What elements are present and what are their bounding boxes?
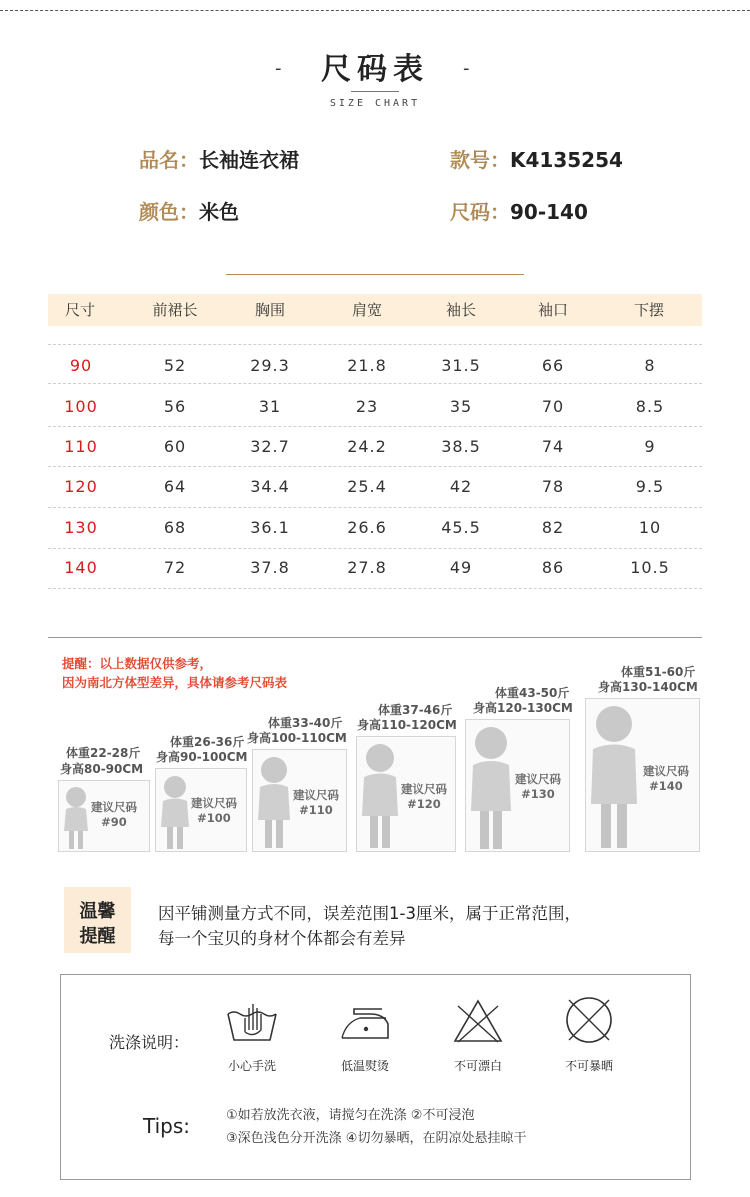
row-divider <box>48 344 702 345</box>
product-code-key: 款号： <box>450 148 510 172</box>
top-dashed-divider <box>0 10 750 11</box>
cell-cuff: 70 <box>541 397 565 416</box>
cell-chest: 29.3 <box>250 356 290 375</box>
care-label-low-iron: 低温熨烫 <box>340 1059 390 1073</box>
cell-hem: 9 <box>644 437 656 456</box>
product-name-value: 长袖连衣裙 <box>199 148 299 172</box>
badge-line-1: 温馨 <box>79 901 116 922</box>
cell-shoulder: 24.2 <box>347 437 387 456</box>
figure-6-suggest <box>636 764 696 794</box>
product-color-row <box>139 196 239 225</box>
figure-5-suggest-label: 建议尺码 <box>515 772 561 786</box>
cell-size: 110 <box>64 437 98 456</box>
header-hem: 下摆 <box>633 301 665 319</box>
figure-1-suggest-label: 建议尺码 <box>91 800 137 814</box>
cell-chest: 32.7 <box>250 437 290 456</box>
cell-shoulder: 21.8 <box>347 356 387 375</box>
figure-4-size: #120 <box>407 797 441 811</box>
cell-size: 130 <box>64 518 98 537</box>
child-silhouette-icon <box>588 702 640 850</box>
badge-line-2: 提醒 <box>79 926 116 947</box>
product-name-key: 品名： <box>139 148 199 172</box>
cell-cuff: 82 <box>541 518 565 537</box>
page-title: 尺码表 <box>321 52 429 87</box>
figure-5-weight: 体重43-50斤 <box>495 686 570 700</box>
cell-sleeve-length: 42 <box>449 477 473 496</box>
figure-4-height: 身高110-120CM <box>357 718 457 732</box>
cell-chest: 31 <box>258 397 282 416</box>
cell-chest: 34.4 <box>250 477 290 496</box>
figure-1-size: #90 <box>101 815 127 829</box>
tips-label: Tips: <box>143 1114 191 1138</box>
figure-3-height: 身高100-110CM <box>247 731 347 745</box>
figure-1-weight: 体重22-28斤 <box>66 746 141 760</box>
hand-wash-icon <box>225 1000 279 1044</box>
cell-sleeve-length: 49 <box>449 558 473 577</box>
size-table-header <box>48 294 702 326</box>
care-label-no-bleach: 不可漂白 <box>453 1059 503 1073</box>
cell-size: 140 <box>64 558 98 577</box>
cell-front-length: 60 <box>163 437 187 456</box>
cell-hem: 9.5 <box>635 477 665 496</box>
figure-1-suggest <box>86 800 142 830</box>
row-divider <box>48 426 702 427</box>
product-size-row <box>450 196 588 225</box>
cell-size: 100 <box>64 397 98 416</box>
product-color-value: 米色 <box>199 200 239 224</box>
figure-5-height: 身高120-130CM <box>473 701 573 715</box>
figure-5-suggest <box>508 772 568 802</box>
cell-chest: 36.1 <box>250 518 290 537</box>
reminder-line-2: 每一个宝贝的身材个体都会有差异 <box>158 929 406 948</box>
no-bleach-icon <box>452 998 504 1044</box>
product-code-value: K4135254 <box>510 148 623 172</box>
figure-2-size: #100 <box>197 811 231 825</box>
cell-shoulder: 25.4 <box>347 477 387 496</box>
page-subtitle: SIZE CHART <box>329 98 421 109</box>
notice-line-1: 提醒：以上数据仅供参考， <box>62 656 213 671</box>
cell-shoulder: 27.8 <box>347 558 387 577</box>
figure-3-weight: 体重33-40斤 <box>268 716 343 730</box>
cell-front-length: 52 <box>163 356 187 375</box>
title-underline <box>351 91 399 92</box>
cell-sleeve-length: 38.5 <box>441 437 481 456</box>
row-divider <box>48 507 702 508</box>
product-size-value: 90-140 <box>510 200 588 224</box>
cell-chest: 37.8 <box>250 558 290 577</box>
cell-cuff: 78 <box>541 477 565 496</box>
figure-3-suggest-label: 建议尺码 <box>293 788 339 802</box>
title-dash-left: - <box>275 58 282 79</box>
header-front-length: 前裙长 <box>152 301 198 319</box>
product-code-row <box>450 144 623 173</box>
figures-top-divider <box>48 637 702 638</box>
notice-line-2: 因为南北方体型差异，具体请参考尺码表 <box>62 675 288 690</box>
cell-sleeve-length: 45.5 <box>441 518 481 537</box>
cell-hem: 8.5 <box>635 397 665 416</box>
care-label-no-sun: 不可暴晒 <box>564 1059 614 1073</box>
product-name-row <box>139 144 299 173</box>
figure-4-suggest-label: 建议尺码 <box>401 782 447 796</box>
warm-reminder-badge <box>64 887 131 953</box>
figure-5-size: #130 <box>521 787 555 801</box>
cell-size: 120 <box>64 477 98 496</box>
product-color-key: 颜色： <box>139 200 199 224</box>
cell-size: 90 <box>69 356 93 375</box>
cell-cuff: 74 <box>541 437 565 456</box>
title-dash-right: - <box>463 58 470 79</box>
figure-4-suggest <box>394 782 454 812</box>
cell-front-length: 56 <box>163 397 187 416</box>
figure-6-suggest-label: 建议尺码 <box>643 764 689 778</box>
figure-3-size: #110 <box>299 803 333 817</box>
notice-text <box>62 654 287 692</box>
cell-cuff: 86 <box>541 558 565 577</box>
care-title: 洗涤说明： <box>109 1033 190 1052</box>
cell-shoulder: 23 <box>355 397 379 416</box>
row-divider <box>48 548 702 549</box>
header-size: 尺寸 <box>64 301 96 319</box>
care-label-hand-wash: 小心手洗 <box>227 1059 277 1073</box>
row-divider <box>48 383 702 384</box>
figure-2-height: 身高90-100CM <box>156 750 248 764</box>
figure-2-suggest <box>184 796 244 826</box>
cell-front-length: 72 <box>163 558 187 577</box>
size-chart-title-block <box>0 44 750 88</box>
cell-hem: 10.5 <box>630 558 670 577</box>
header-shoulder: 肩宽 <box>351 301 383 319</box>
reminder-line-1: 因平铺测量方式不同，误差范围1-3厘米，属于正常范围， <box>158 904 581 923</box>
cell-hem: 10 <box>638 518 662 537</box>
row-divider <box>48 588 702 589</box>
cell-front-length: 64 <box>163 477 187 496</box>
figure-4-weight: 体重37-46斤 <box>378 703 453 717</box>
tips-line-2: ③深色浅色分开洗涤 ④切勿暴晒，在阴凉处悬挂晾干 <box>226 1131 527 1146</box>
header-chest: 胸围 <box>254 301 286 319</box>
header-cuff: 袖口 <box>537 301 569 319</box>
figure-6-height: 身高130-140CM <box>598 680 698 694</box>
section-divider <box>226 274 524 275</box>
figure-1-height: 身高80-90CM <box>60 762 144 776</box>
figure-3-suggest <box>286 788 346 818</box>
header-sleeve-length: 袖长 <box>445 301 477 319</box>
cell-shoulder: 26.6 <box>347 518 387 537</box>
figure-2-weight: 体重26-36斤 <box>170 735 245 749</box>
cell-sleeve-length: 35 <box>449 397 473 416</box>
figure-2-suggest-label: 建议尺码 <box>191 796 237 810</box>
row-divider <box>48 466 702 467</box>
cell-cuff: 66 <box>541 356 565 375</box>
low-iron-icon <box>338 1006 392 1042</box>
cell-hem: 8 <box>644 356 656 375</box>
no-tumble-dry-icon <box>563 994 615 1046</box>
cell-front-length: 68 <box>163 518 187 537</box>
cell-sleeve-length: 31.5 <box>441 356 481 375</box>
product-size-key: 尺码： <box>450 200 510 224</box>
tips-line-1: ①如若放洗衣液，请搅匀在洗涤 ②不可浸泡 <box>226 1108 475 1123</box>
figure-6-size: #140 <box>649 779 683 793</box>
figure-6-weight: 体重51-60斤 <box>621 665 696 679</box>
